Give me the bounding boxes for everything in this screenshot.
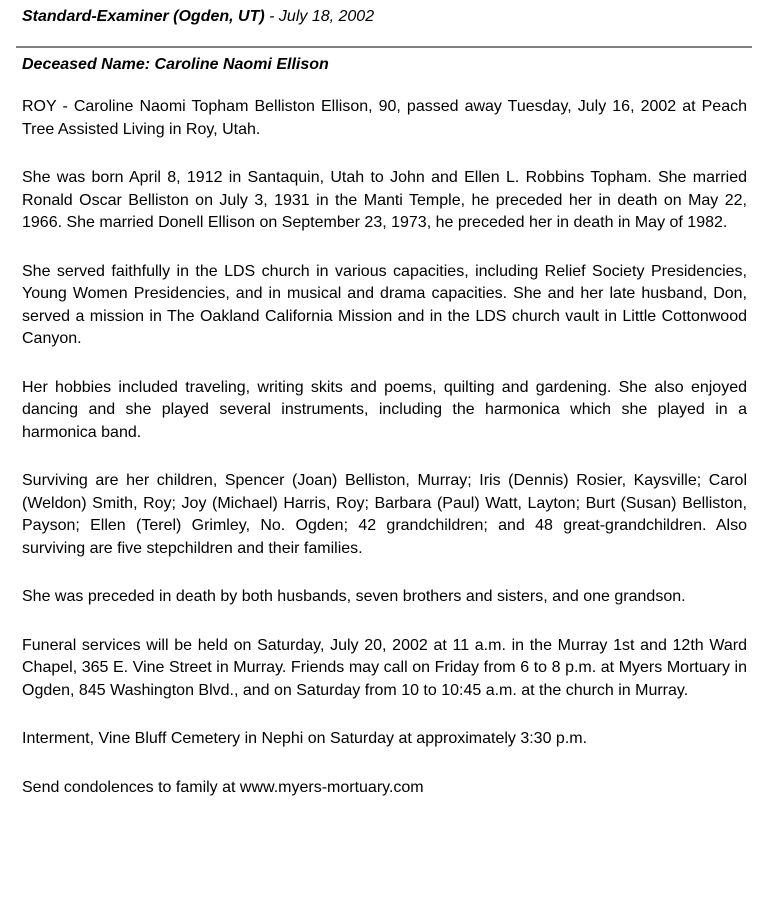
obituary-paragraph-hobbies: Her hobbies included traveling, writing skits and poems, quilting and gardening. She also enjoyed dancing and she played several instruments, including the harmonica which she played in a harmonica band. xyxy=(22,378,747,441)
newspaper-header xyxy=(22,8,374,26)
obituary-paragraph-interment: Interment, Vine Bluff Cemetery in Nephi on Saturday at approximately 3:30 p.m. xyxy=(22,730,588,747)
obituary-paragraph-birth-marriage: She was born April 8, 1912 in Santaquin, Utah to John and Ellen L. Robbins Topham. She married Ronald Oscar Belliston on July 3, 1931 in the Manti Temple, he preceded her in death on May 22, 1966. She married Donell Ellison on September 23, 1973, he preceded her in death in May of 1982. xyxy=(22,169,747,231)
obituary-paragraph-survivors: Surviving are her children, Spencer (Joan) Belliston, Murray; Iris (Dennis) Rosier, Kaysville; Carol (Weldon) Smith, Roy; Joy (Michael) Harris, Roy; Barbara (Paul) Watt, Layton; Burt (Susan) Belliston, Payson; Ellen (Terel) Grimley, No. Ogden; 42 grandchildren; and 48 great-grandchildren. Also surviving are five stepchildren and their families. xyxy=(22,472,747,557)
obituary-paragraph-condolences: Send condolences to family at www.myers-mortuary.com xyxy=(22,778,424,796)
header-separator: - xyxy=(264,8,279,25)
obituary-paragraph-church-service: She served faithfully in the LDS church in various capacities, including Relief Society Presidencies, Young Women Presidencies, and in musical and drama capacities. She and her late husband, Don, served a mission in The Oakland California Mission and in the LDS church vault in Little Cottonwood Canyon. xyxy=(22,262,747,347)
obituary-paragraph-funeral: Funeral services will be held on Saturday, July 20, 2002 at 11 a.m. in the Murray 1st and 12th Ward Chapel, 365 E. Vine Street in Murray. Friends may call on Friday from 6 to 8 p.m. at Myers Mortuary in Ogden, 845 Washington Blvd., and on Saturday from 10 to 10:45 a.m. at the church in Murray. xyxy=(22,636,747,699)
deceased-name-heading: Deceased Name: Caroline Naomi Ellison xyxy=(22,56,329,73)
publication-date: July 18, 2002 xyxy=(278,8,375,25)
obituary-paragraph-announcement: ROY - Caroline Naomi Topham Belliston Ellison, 90, passed away Tuesday, July 16, 2002 at Peach Tree Assisted Living in Roy, Utah. xyxy=(22,98,747,138)
header-divider xyxy=(16,46,752,48)
newspaper-name: Standard-Examiner (Ogden, UT) xyxy=(22,8,265,25)
obituary-paragraph-preceded: She was preceded in death by both husbands, seven brothers and sisters, and one grandson. xyxy=(22,588,686,605)
obituary-body xyxy=(22,96,747,799)
